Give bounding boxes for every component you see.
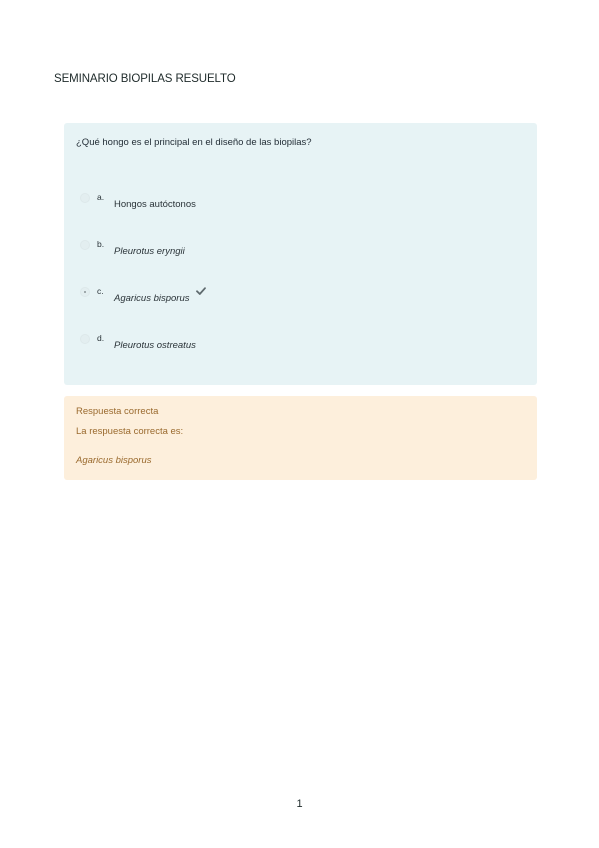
feedback-card [64,396,537,480]
option-d-letter: d. [97,333,105,343]
question-card [64,123,537,385]
check-icon [196,287,206,295]
feedback-label: La respuesta correcta es: [76,426,184,437]
radio-option-c[interactable] [80,287,90,297]
radio-option-b[interactable] [80,240,90,250]
feedback-status: Respuesta correcta [76,406,159,417]
option-a-text: Hongos autóctonos [114,199,196,210]
page-number: 1 [296,798,303,810]
option-a-letter: a. [97,192,105,202]
option-b-text: Pleurotus eryngii [114,246,185,257]
option-c-letter: c. [97,286,104,296]
option-b-letter: b. [97,239,105,249]
question-text: ¿Qué hongo es el principal en el diseño de las biopilas? [76,137,312,148]
document-title: SEMINARIO BIOPILAS RESUELTO [54,73,236,85]
feedback-answer: Agaricus bisporus [76,455,152,466]
option-c-text: Agaricus bisporus [114,293,190,304]
option-d-text: Pleurotus ostreatus [114,340,196,351]
radio-option-d[interactable] [80,334,90,344]
radio-option-a[interactable] [80,193,90,203]
